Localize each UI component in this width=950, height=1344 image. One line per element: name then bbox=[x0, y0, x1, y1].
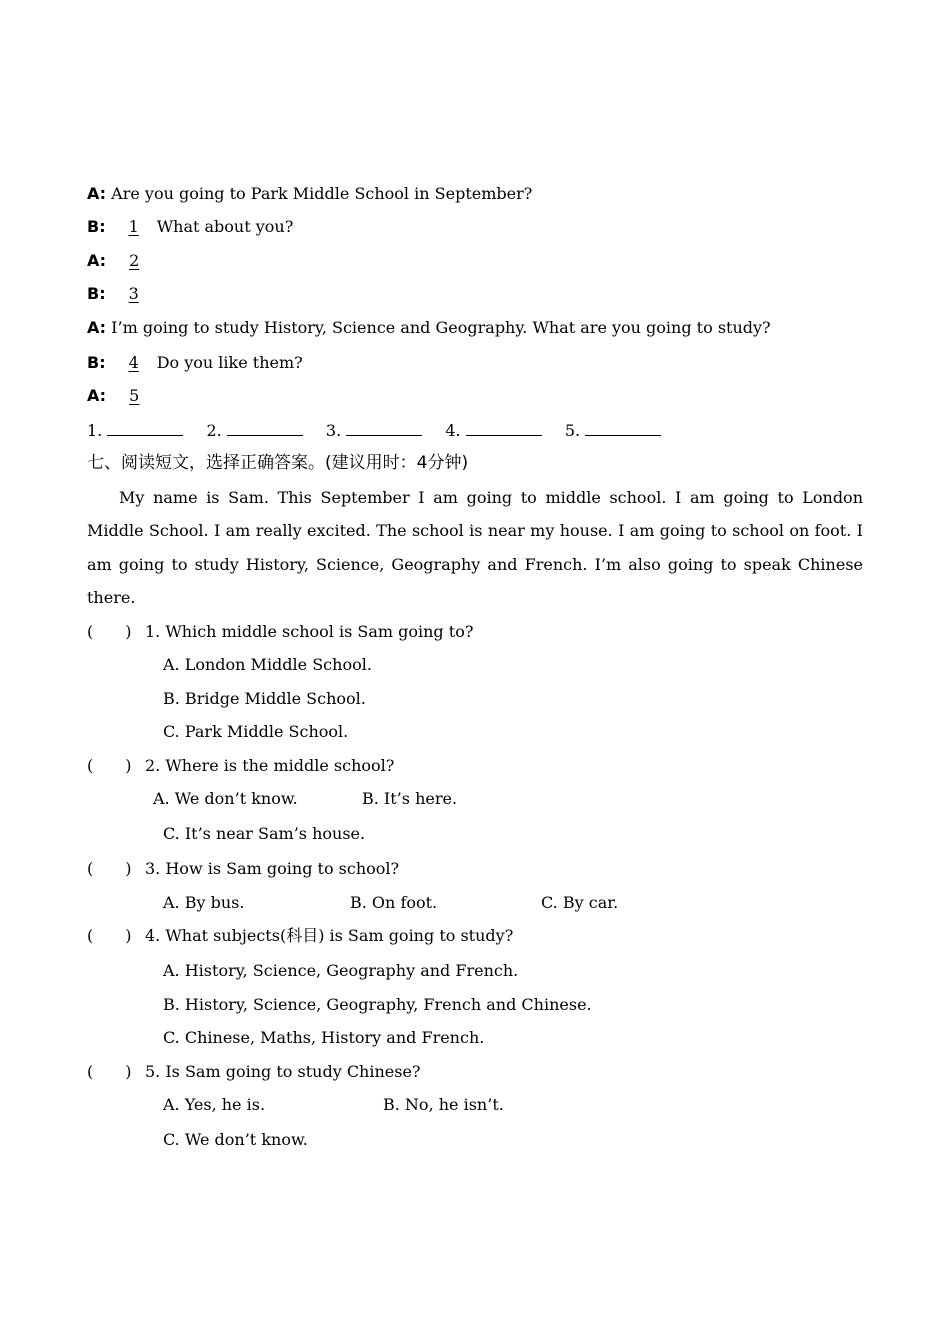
q2-option-c: C. It’s near Sam’s house. bbox=[163, 824, 366, 843]
question-text: 4. What subjects(科目) is Sam going to study? bbox=[145, 926, 514, 945]
q2-option-a: A. We don’t know. bbox=[153, 789, 298, 808]
q4-option-c: C. Chinese, Maths, History and French. bbox=[163, 1028, 485, 1047]
answer-paren[interactable]: ( ) bbox=[87, 622, 132, 641]
blank-2[interactable]: 2 bbox=[129, 251, 140, 270]
question-text: 5. Is Sam going to study Chinese? bbox=[145, 1062, 421, 1081]
q2-option-b: B. It’s here. bbox=[362, 789, 458, 808]
answer-lines bbox=[87, 419, 679, 442]
question-4 bbox=[87, 925, 513, 947]
question-1 bbox=[87, 621, 473, 643]
speaker: B: bbox=[87, 353, 106, 372]
dialogue-line-1 bbox=[87, 183, 532, 205]
blank-1[interactable]: 1 bbox=[128, 217, 139, 236]
dialogue-line-5 bbox=[87, 317, 771, 339]
q3-option-b: B. On foot. bbox=[350, 893, 438, 912]
q5-option-a: A. Yes, he is. bbox=[163, 1095, 266, 1114]
q1-option-a: A. London Middle School. bbox=[163, 655, 372, 674]
speaker: A: bbox=[87, 386, 107, 405]
question-2 bbox=[87, 755, 394, 777]
answer-field-2[interactable] bbox=[227, 419, 303, 436]
dialogue-line-3 bbox=[87, 250, 157, 272]
q1-option-b: B. Bridge Middle School. bbox=[163, 689, 366, 708]
question-3 bbox=[87, 858, 399, 880]
question-text: 2. Where is the middle school? bbox=[145, 756, 395, 775]
blank-5[interactable]: 5 bbox=[129, 386, 140, 405]
dialogue-line-7 bbox=[87, 385, 157, 407]
q5-option-b: B. No, he isn’t. bbox=[383, 1095, 504, 1114]
answer-paren[interactable]: ( ) bbox=[87, 926, 132, 945]
dialogue-line-4 bbox=[87, 283, 157, 305]
question-5 bbox=[87, 1061, 421, 1083]
answer-paren[interactable]: ( ) bbox=[87, 756, 132, 775]
speaker: A: bbox=[87, 318, 107, 337]
answer-number: 2. bbox=[206, 421, 222, 440]
speaker: A: bbox=[87, 251, 107, 270]
answer-number: 3. bbox=[325, 421, 342, 440]
dialogue-line-2 bbox=[87, 216, 293, 238]
answer-paren[interactable]: ( ) bbox=[87, 859, 132, 878]
q4-option-a: A. History, Science, Geography and French. bbox=[163, 961, 519, 980]
q5-option-c: C. We don’t know. bbox=[163, 1130, 308, 1149]
q1-option-c: C. Park Middle School. bbox=[163, 722, 349, 741]
section-title: 七、阅读短文，选择正确答案。(建议用时：4分钟) bbox=[87, 453, 469, 473]
dialogue-line-6 bbox=[87, 352, 303, 374]
answer-number: 5. bbox=[564, 421, 581, 440]
dialogue-text: I’m going to study History, Science and Geography. What are you going to study? bbox=[111, 318, 771, 337]
q3-option-a: A. By bus. bbox=[163, 893, 245, 912]
dialogue-text: Do you like them? bbox=[156, 353, 303, 372]
answer-field-5[interactable] bbox=[585, 419, 661, 436]
dialogue-text: Are you going to Park Middle School in September? bbox=[111, 184, 533, 203]
question-text: 3. How is Sam going to school? bbox=[145, 859, 400, 878]
blank-4[interactable]: 4 bbox=[128, 353, 139, 372]
answer-field-3[interactable] bbox=[346, 419, 422, 436]
dialogue-text: What about you? bbox=[156, 217, 294, 236]
q3-option-c: C. By car. bbox=[541, 893, 619, 912]
speaker: B: bbox=[87, 217, 106, 236]
speaker: B: bbox=[87, 284, 106, 303]
answer-number: 4. bbox=[445, 421, 461, 440]
answer-number: 1. bbox=[87, 421, 103, 440]
answer-field-1[interactable] bbox=[107, 419, 183, 436]
question-text: 1. Which middle school is Sam going to? bbox=[145, 622, 474, 641]
answer-paren[interactable]: ( ) bbox=[87, 1062, 132, 1081]
blank-3[interactable]: 3 bbox=[128, 284, 139, 303]
speaker: A: bbox=[87, 184, 107, 203]
reading-passage: My name is Sam. This September I am going to middle school. I am going to London Middle School. I am really excited. The school is near my house. I am going to school on foot. I am going to study History, Science, Geography and French. I’m also going to speak Chinese there. bbox=[87, 488, 863, 607]
answer-field-4[interactable] bbox=[466, 419, 542, 436]
q4-option-b: B. History, Science, Geography, French and Chinese. bbox=[163, 995, 592, 1014]
